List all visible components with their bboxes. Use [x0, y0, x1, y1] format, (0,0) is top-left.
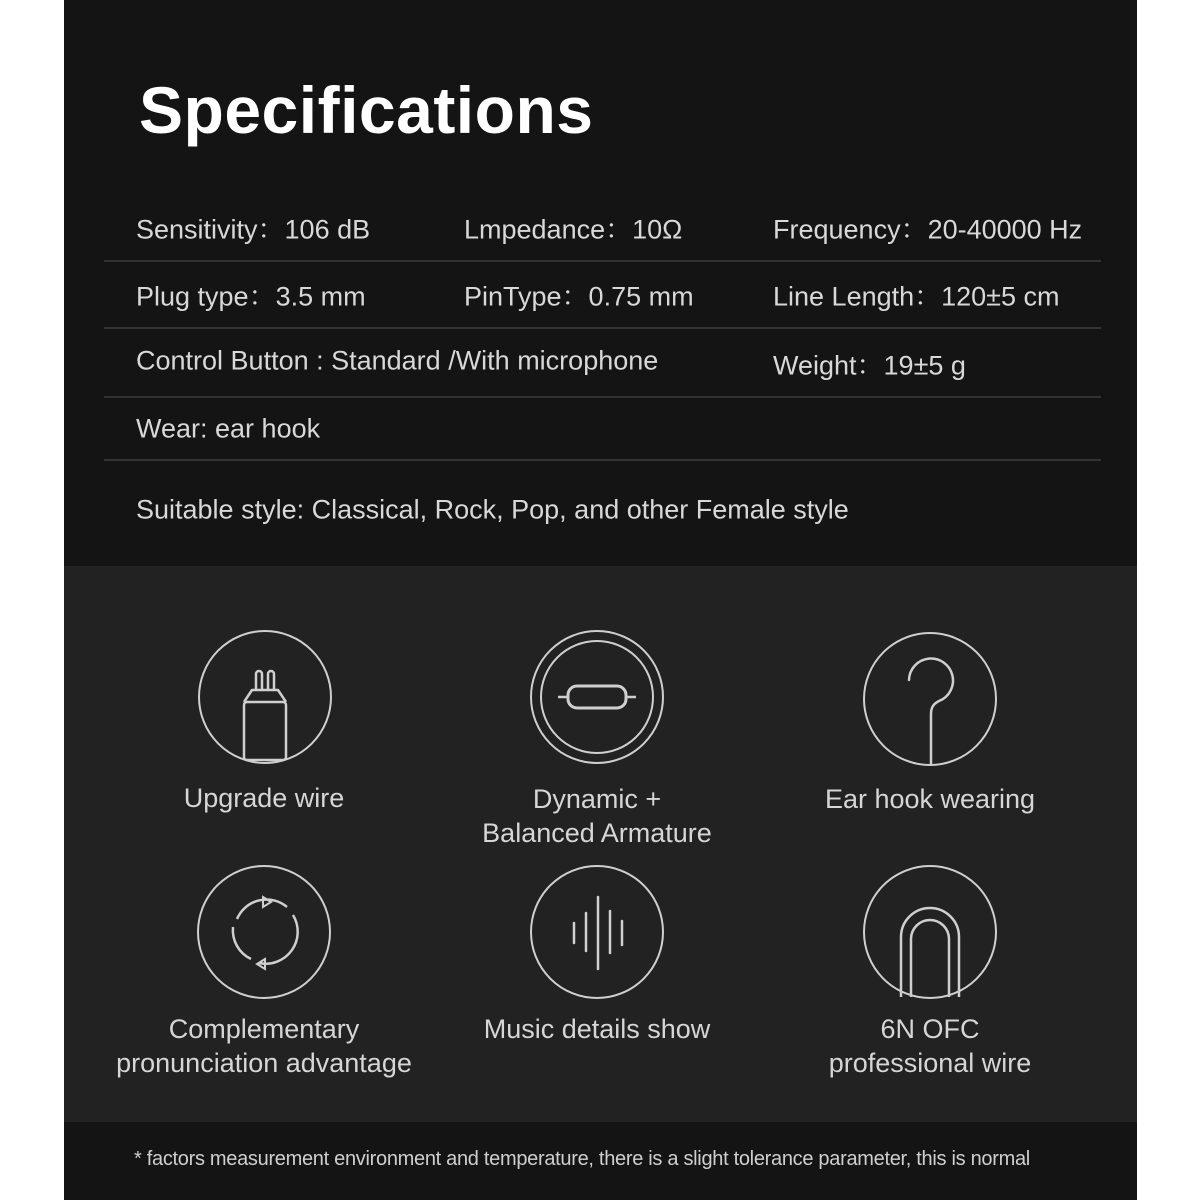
row-divider [104, 260, 1101, 262]
cycle-icon [197, 865, 331, 999]
feature-ear-hook: Ear hook wearing [824, 784, 1036, 814]
feature-ofc-wire: 6N OFC professional wire [828, 1014, 1032, 1078]
product-page [64, 0, 1137, 1200]
spec-wear: Wear: ear hook [136, 413, 321, 444]
tolerance-footnote: * factors measurement environment and temperature, there is a slight tolerance parameter, this is normal [134, 1148, 1030, 1170]
row-divider [104, 396, 1101, 398]
sound-wave-icon [530, 865, 664, 999]
spec-line-length: Line Length：120±5 cm [773, 281, 1060, 312]
spec-control-button: Control Button : Standard /With microphone [136, 345, 659, 376]
feature-complementary: Complementary pronunciation advantage [116, 1014, 412, 1078]
spec-impedance: Lmpedance：10Ω [464, 214, 683, 245]
driver-icon [530, 630, 664, 764]
ear-hook-icon [863, 632, 997, 766]
row-divider [104, 327, 1101, 329]
feature-dynamic-balanced: Dynamic + Balanced Armature [482, 784, 712, 848]
specifications-panel [64, 0, 1137, 566]
plug-icon [198, 630, 332, 764]
page-title: Specifications [139, 73, 594, 147]
spec-pin-type: PinType：0.75 mm [464, 281, 694, 312]
footnote-bar [64, 1122, 1137, 1200]
spec-plug-type: Plug type：3.5 mm [136, 281, 366, 312]
features-panel [64, 566, 1137, 1122]
spec-frequency: Frequency：20-40000 Hz [773, 214, 1083, 245]
feature-upgrade-wire: Upgrade wire [183, 783, 345, 813]
wire-loop-icon [863, 865, 997, 999]
feature-music-details: Music details show [483, 1014, 711, 1044]
spec-suitable-style: Suitable style: Classical, Rock, Pop, and other Female style [136, 494, 849, 525]
spec-sensitivity: Sensitivity：106 dB [136, 214, 371, 245]
spec-weight: Weight：19±5 g [773, 350, 966, 381]
row-divider [104, 459, 1101, 461]
